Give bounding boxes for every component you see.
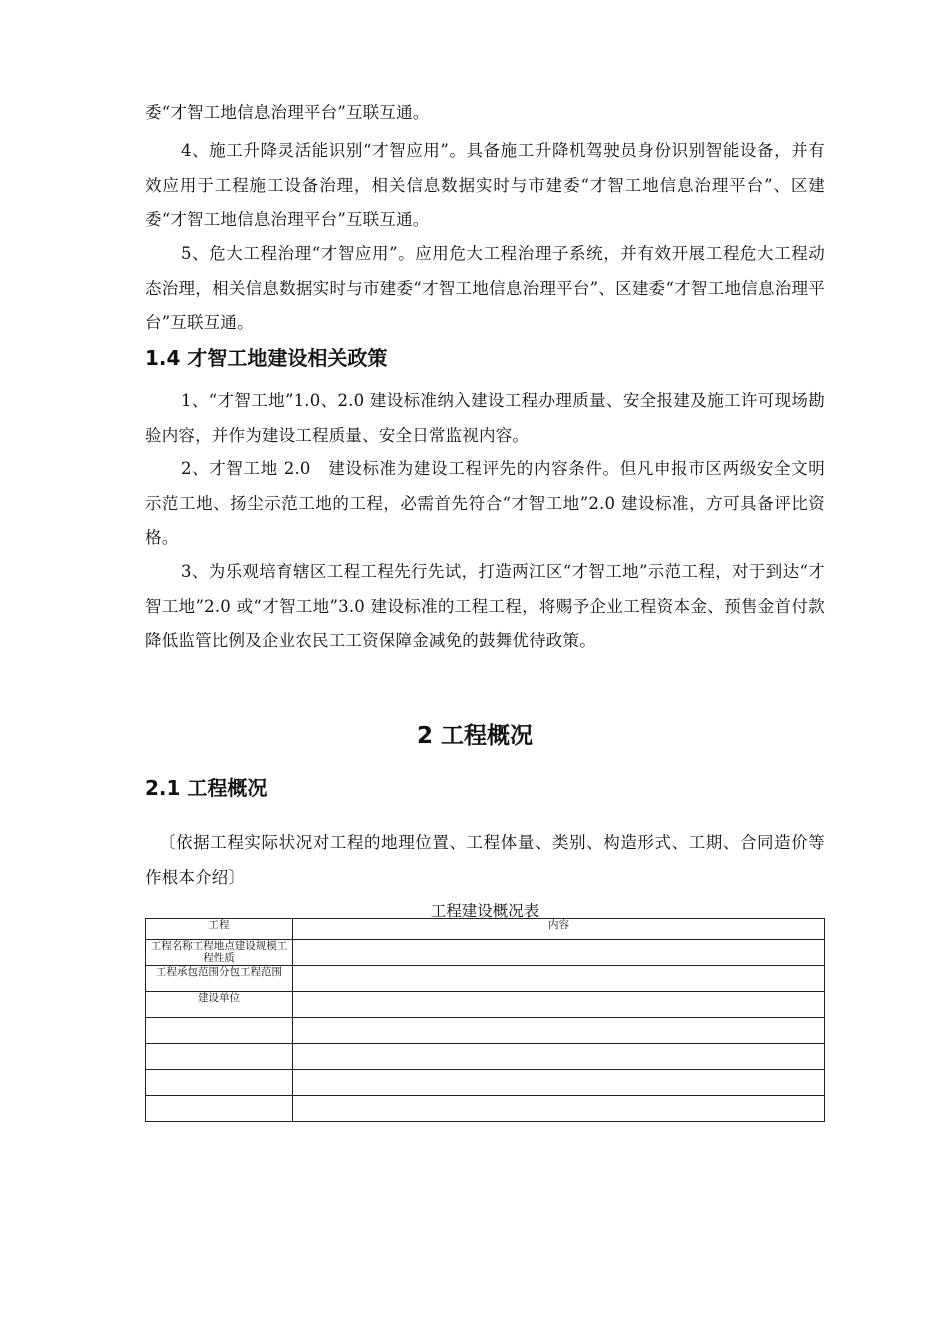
paragraph-item-4: 4、施工升降灵活能识别“才智应用”。具备施工升降机驾驶员身份识别智能设备，并有效应用于工程施工设备治理，相关信息数据实时与市建委“才智工地信息治理平台”、区建委“才智工地信息治理平台”互联互通。: [145, 141, 825, 229]
table-row: [146, 992, 825, 1018]
chapter-heading-2: 2 工程概况: [416, 723, 533, 749]
project-overview-table: [145, 918, 825, 1122]
policy-paragraph-1: 1、“才智工地”1.0、2.0 建设标准纳入建设工程办理质量、安全报建及施工许可现场勘验内容，并作为建设工程质量、安全日常监视内容。: [145, 391, 825, 445]
table-row: [146, 966, 825, 992]
header-cell-content: 内容: [293, 919, 825, 940]
policy-paragraph-2: 2、才智工地 2.0 建设标准为建设工程评先的内容条件。但凡申报市区两级安全文明示范工地、扬尘示范工地的工程，必需首先符合“才智工地”2.0 建设标准，方可具备评比资格。: [145, 459, 825, 547]
table-cell-label: 工程承包范围分包工程范围: [146, 966, 293, 992]
table-cell-label: [146, 1096, 293, 1122]
table-cell-value: [293, 966, 825, 992]
header-cell-project: 工程: [146, 919, 293, 940]
section-heading-2-1: 2.1 工程概况: [145, 776, 268, 800]
paragraph-continuation: 委“才智工地信息治理平台”互联互通。: [145, 103, 430, 122]
table-cell-value: [293, 1096, 825, 1122]
policy-paragraph-3: 3、为乐观培育辖区工程工程先行先试，打造两江区“才智工地”示范工程，对于到达“才智工地”2.0 或“才智工地”3.0 建设标准的工程工程，将赐予企业工程资本金、预售金首付款降低监管比例及企业农民工工资保障金减免的鼓舞优待政策。: [145, 562, 825, 650]
table-cell-value: [293, 940, 825, 966]
table-header-row: [146, 919, 825, 940]
table-cell-label: [146, 1044, 293, 1070]
table-cell-value: [293, 1018, 825, 1044]
table-cell-value: [293, 992, 825, 1018]
table-caption: 工程建设概况表: [430, 902, 540, 920]
table-cell-label: 建设单位: [146, 992, 293, 1018]
table-cell-value: [293, 1070, 825, 1096]
intro-paragraph: 〔依据工程实际状况对工程的地理位置、工程体量、类别、构造形式、工期、合同造价等作根本介绍〕: [145, 833, 825, 887]
table-cell-label: [146, 1070, 293, 1096]
table-cell-label: [146, 1018, 293, 1044]
table-cell-value: [293, 1044, 825, 1070]
table-row: [146, 1070, 825, 1096]
table-row: [146, 1018, 825, 1044]
table-row: [146, 1044, 825, 1070]
table-row: [146, 1096, 825, 1122]
section-heading-1-4: 1.4 才智工地建设相关政策: [145, 346, 388, 370]
table-cell-label: 工程名称工程地点建设规模工程性质: [146, 940, 293, 966]
paragraph-item-5: 5、危大工程治理“才智应用”。应用危大工程治理子系统，并有效开展工程危大工程动态治理，相关信息数据实时与市建委“才智工地信息治理平台”、区建委“才智工地信息治理平台”互联互通。: [145, 244, 825, 332]
table-row: [146, 940, 825, 966]
